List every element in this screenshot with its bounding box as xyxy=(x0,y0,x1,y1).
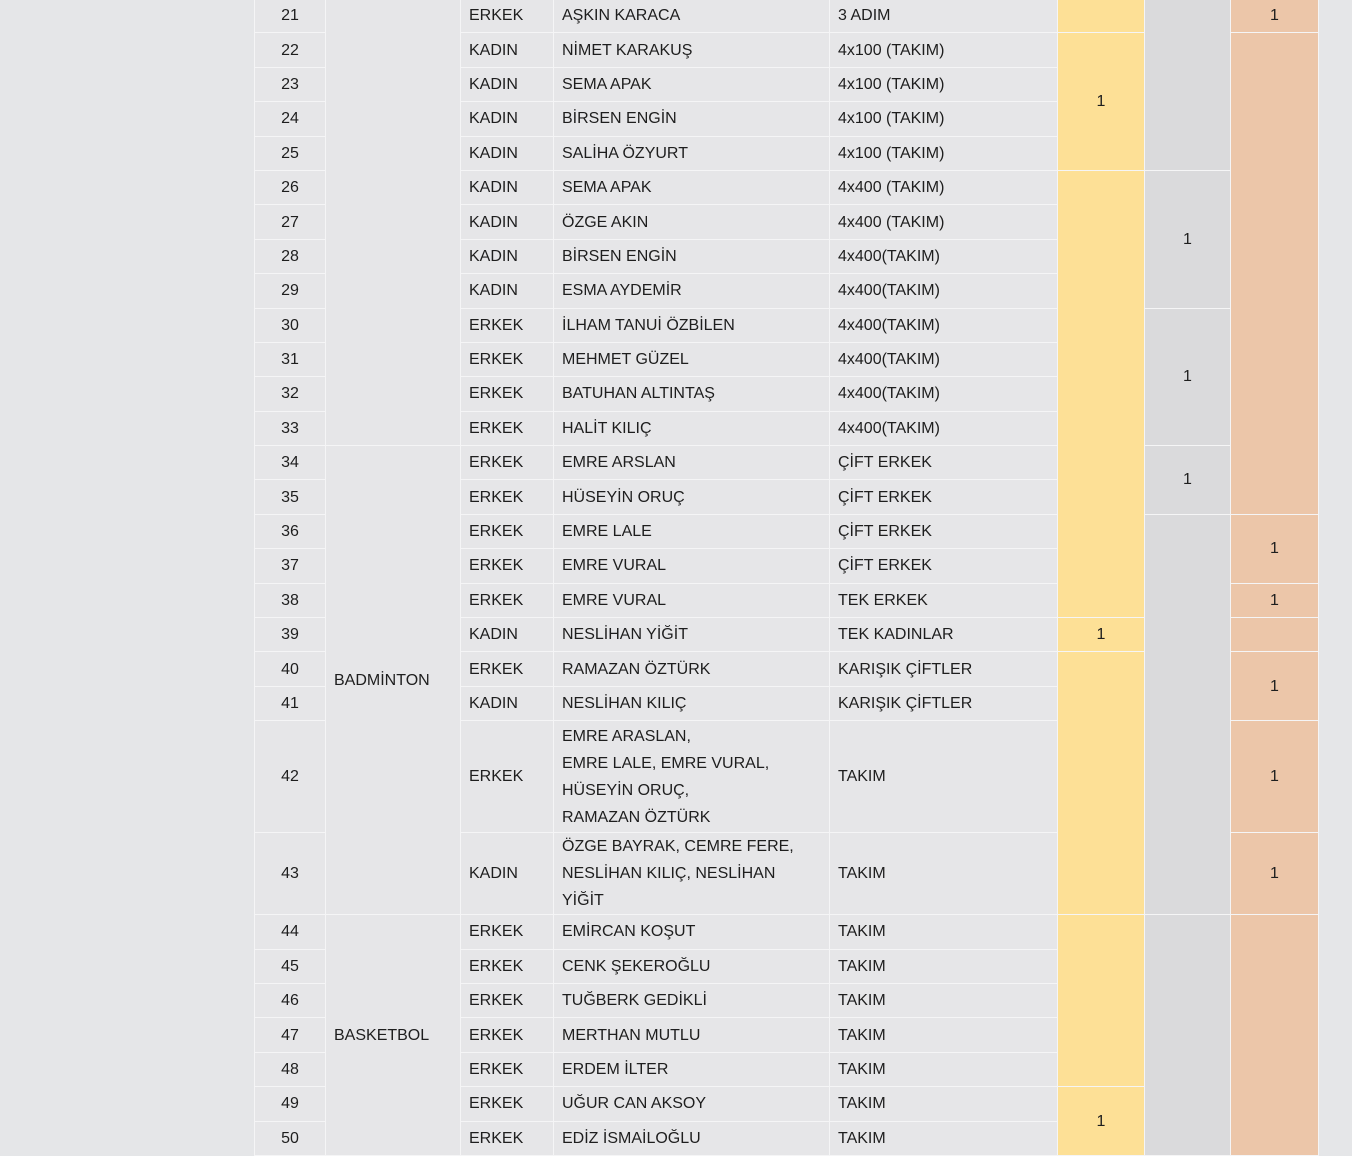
athlete-name-cell xyxy=(554,583,830,617)
event-cell: TAKIM xyxy=(830,833,1058,915)
gender-cell: ERKEK xyxy=(461,446,554,480)
athlete-name-cell xyxy=(554,686,830,720)
row-number: 22 xyxy=(255,33,326,67)
medal-table-body xyxy=(255,0,1319,1155)
row-number: 29 xyxy=(255,274,326,308)
row-number: 39 xyxy=(255,618,326,652)
event-cell: 4x400(TAKIM) xyxy=(830,342,1058,376)
medal-table-container xyxy=(254,0,1319,1156)
event-cell: ÇİFT ERKEK xyxy=(830,446,1058,480)
row-number: 40 xyxy=(255,652,326,686)
athlete-name-line: BATUHAN ALTINTAŞ xyxy=(562,385,715,403)
athlete-name-cell xyxy=(554,205,830,239)
gold-medal-cell xyxy=(1058,170,1145,617)
gender-cell: ERKEK xyxy=(461,342,554,376)
row-number: 24 xyxy=(255,102,326,136)
gender-cell: ERKEK xyxy=(461,583,554,617)
row-number: 30 xyxy=(255,308,326,342)
event-cell: 4x100 (TAKIM) xyxy=(830,136,1058,170)
gender-cell: ERKEK xyxy=(461,915,554,949)
athlete-name-cell xyxy=(554,1052,830,1086)
gender-cell: ERKEK xyxy=(461,949,554,983)
bronze-medal-cell xyxy=(1231,618,1319,652)
athlete-name-line: AŞKIN KARACA xyxy=(562,7,681,25)
athlete-name-line: EMRE VURAL xyxy=(562,591,667,609)
athlete-name-cell xyxy=(554,1121,830,1155)
gender-cell: KADIN xyxy=(461,686,554,720)
row-number: 49 xyxy=(255,1087,326,1121)
athlete-name-cell xyxy=(554,915,830,949)
bronze-medal-cell: 1 xyxy=(1231,652,1319,721)
athlete-name-line: ESMA AYDEMİR xyxy=(562,282,682,300)
row-number: 48 xyxy=(255,1052,326,1086)
row-number: 38 xyxy=(255,583,326,617)
gender-cell: ERKEK xyxy=(461,721,554,833)
gender-cell: KADIN xyxy=(461,239,554,273)
event-cell: TEK KADINLAR xyxy=(830,618,1058,652)
athlete-name-cell xyxy=(554,377,830,411)
gender-cell: ERKEK xyxy=(461,983,554,1017)
athlete-name-cell xyxy=(554,549,830,583)
athlete-name-line: NESLİHAN KILIÇ xyxy=(562,695,687,712)
row-number: 23 xyxy=(255,67,326,101)
gender-cell: ERKEK xyxy=(461,1087,554,1121)
row-number: 25 xyxy=(255,136,326,170)
gold-medal-cell: 1 xyxy=(1058,33,1145,171)
athlete-name-line: NESLİHAN KILIÇ, NESLİHAN YİĞİT xyxy=(562,865,776,910)
row-number: 36 xyxy=(255,514,326,548)
gender-cell: ERKEK xyxy=(461,411,554,445)
athlete-name-cell xyxy=(554,833,830,915)
event-cell: 4x400(TAKIM) xyxy=(830,239,1058,273)
athlete-name-line: EMİRCAN KOŞUT xyxy=(562,923,696,941)
athlete-name-line: SEMA APAK xyxy=(562,179,652,197)
bronze-medal-cell: 1 xyxy=(1231,833,1319,915)
silver-medal-cell xyxy=(1145,0,1231,170)
athlete-name-cell xyxy=(554,239,830,273)
athlete-name-cell xyxy=(554,983,830,1017)
bronze-medal-cell xyxy=(1231,33,1319,514)
row-number: 32 xyxy=(255,377,326,411)
gender-cell: KADIN xyxy=(461,170,554,204)
event-cell: 4x100 (TAKIM) xyxy=(830,67,1058,101)
bronze-medal-cell xyxy=(1231,915,1319,1156)
athlete-name-line: EMRE ARSLAN xyxy=(562,454,676,472)
gender-cell: KADIN xyxy=(461,205,554,239)
gold-medal-cell: 1 xyxy=(1058,1087,1145,1156)
athlete-name-cell xyxy=(554,721,830,833)
gender-cell: ERKEK xyxy=(461,1052,554,1086)
gender-cell: ERKEK xyxy=(461,1121,554,1155)
gender-cell: KADIN xyxy=(461,102,554,136)
athlete-name-line: NİMET KARAKUŞ xyxy=(562,41,693,59)
gender-cell: KADIN xyxy=(461,136,554,170)
athlete-name-line: EMRE ARASLAN, xyxy=(562,727,691,745)
event-cell: 4x100 (TAKIM) xyxy=(830,33,1058,67)
row-number: 28 xyxy=(255,239,326,273)
event-cell: 4x400 (TAKIM) xyxy=(830,205,1058,239)
event-cell: TAKIM xyxy=(830,1121,1058,1155)
athlete-name-line: BİRSEN ENGİN xyxy=(562,110,677,128)
row-number: 21 xyxy=(255,0,326,33)
gender-cell: KADIN xyxy=(461,33,554,67)
row-number: 43 xyxy=(255,833,326,915)
athlete-name-cell xyxy=(554,274,830,308)
athlete-name-cell xyxy=(554,1018,830,1052)
athlete-name-cell xyxy=(554,170,830,204)
athlete-name-cell xyxy=(554,652,830,686)
gender-cell: ERKEK xyxy=(461,1018,554,1052)
event-cell: ÇİFT ERKEK xyxy=(830,549,1058,583)
bronze-medal-cell: 1 xyxy=(1231,583,1319,617)
athlete-name-line: EMRE VURAL xyxy=(562,557,667,575)
row-number: 27 xyxy=(255,205,326,239)
row-number: 44 xyxy=(255,915,326,949)
athlete-name-cell xyxy=(554,411,830,445)
athlete-name-line: UĞUR CAN AKSOY xyxy=(562,1095,707,1113)
event-cell: TAKIM xyxy=(830,721,1058,833)
athlete-name-cell xyxy=(554,1087,830,1121)
event-cell: TAKIM xyxy=(830,949,1058,983)
athlete-name-cell xyxy=(554,33,830,67)
event-cell: TAKIM xyxy=(830,1087,1058,1121)
gender-cell: KADIN xyxy=(461,833,554,915)
row-number: 41 xyxy=(255,686,326,720)
gold-medal-cell: 1 xyxy=(1058,618,1145,652)
athlete-name-line: İLHAM TANUİ ÖZBİLEN xyxy=(562,316,735,334)
athlete-name-line: HÜSEYİN ORUÇ xyxy=(562,488,685,506)
row-number: 47 xyxy=(255,1018,326,1052)
row-number: 26 xyxy=(255,170,326,204)
gender-cell: ERKEK xyxy=(461,0,554,33)
athlete-name-cell xyxy=(554,446,830,480)
event-cell: KARIŞIK ÇİFTLER xyxy=(830,686,1058,720)
event-cell: TAKIM xyxy=(830,915,1058,949)
athlete-name-cell xyxy=(554,0,830,33)
row-number: 37 xyxy=(255,549,326,583)
table-row xyxy=(255,915,1319,949)
event-cell: ÇİFT ERKEK xyxy=(830,480,1058,514)
bronze-medal-cell: 1 xyxy=(1231,0,1319,33)
sport-cell: BADMİNTON xyxy=(326,446,461,915)
sport-cell: BASKETBOL xyxy=(326,915,461,1156)
row-number: 46 xyxy=(255,983,326,1017)
gold-medal-cell xyxy=(1058,652,1145,915)
athlete-name-line: NESLİHAN YİĞİT xyxy=(562,626,688,644)
athlete-name-cell xyxy=(554,102,830,136)
athlete-name-cell xyxy=(554,618,830,652)
row-number: 35 xyxy=(255,480,326,514)
athlete-name-line: EMRE LALE, EMRE VURAL, xyxy=(562,754,770,772)
athlete-name-line: TUĞBERK GEDİKLİ xyxy=(562,992,707,1010)
event-cell: TEK ERKEK xyxy=(830,583,1058,617)
event-cell: KARIŞIK ÇİFTLER xyxy=(830,652,1058,686)
athlete-name-line: MERTHAN MUTLU xyxy=(562,1026,701,1044)
athlete-name-line: MEHMET GÜZEL xyxy=(562,351,689,369)
gender-cell: KADIN xyxy=(461,67,554,101)
athlete-name-line: EDİZ İSMAİLOĞLU xyxy=(562,1129,701,1147)
row-number: 31 xyxy=(255,342,326,376)
event-cell: 4x400(TAKIM) xyxy=(830,308,1058,342)
gender-cell: ERKEK xyxy=(461,514,554,548)
event-cell: 3 ADIM xyxy=(830,0,1058,33)
event-cell: 4x100 (TAKIM) xyxy=(830,102,1058,136)
athlete-name-line: ÖZGE AKIN xyxy=(562,213,649,231)
event-cell: 4x400 (TAKIM) xyxy=(830,170,1058,204)
athlete-name-line: SALİHA ÖZYURT xyxy=(562,144,688,162)
gender-cell: ERKEK xyxy=(461,652,554,686)
event-cell: ÇİFT ERKEK xyxy=(830,514,1058,548)
row-number: 50 xyxy=(255,1121,326,1155)
athlete-name-line: EMRE LALE xyxy=(562,523,652,541)
athlete-name-cell xyxy=(554,514,830,548)
row-number: 42 xyxy=(255,721,326,833)
row-number: 34 xyxy=(255,446,326,480)
athlete-name-line: BİRSEN ENGİN xyxy=(562,247,677,265)
medal-table xyxy=(254,0,1319,1156)
athlete-name-cell xyxy=(554,308,830,342)
athlete-name-line: CENK ŞEKEROĞLU xyxy=(562,957,711,975)
event-cell: TAKIM xyxy=(830,1018,1058,1052)
athlete-name-cell xyxy=(554,67,830,101)
gold-medal-cell xyxy=(1058,915,1145,1087)
athlete-name-cell xyxy=(554,480,830,514)
athlete-name-cell xyxy=(554,342,830,376)
event-cell: 4x400(TAKIM) xyxy=(830,411,1058,445)
athlete-name-line: SEMA APAK xyxy=(562,75,652,93)
athlete-name-line: RAMAZAN ÖZTÜRK xyxy=(562,808,711,826)
silver-medal-cell: 1 xyxy=(1145,308,1231,446)
sport-cell xyxy=(326,0,461,446)
event-cell: TAKIM xyxy=(830,1052,1058,1086)
athlete-name-line: RAMAZAN ÖZTÜRK xyxy=(562,660,711,678)
silver-medal-cell xyxy=(1145,514,1231,914)
table-row xyxy=(255,0,1319,33)
gender-cell: ERKEK xyxy=(461,480,554,514)
gender-cell: ERKEK xyxy=(461,377,554,411)
event-cell: 4x400(TAKIM) xyxy=(830,274,1058,308)
gender-cell: ERKEK xyxy=(461,549,554,583)
gender-cell: KADIN xyxy=(461,618,554,652)
athlete-name-cell xyxy=(554,136,830,170)
row-number: 45 xyxy=(255,949,326,983)
athlete-name-cell xyxy=(554,949,830,983)
row-number: 33 xyxy=(255,411,326,445)
silver-medal-cell: 1 xyxy=(1145,446,1231,515)
silver-medal-cell xyxy=(1145,915,1231,1156)
event-cell: 4x400(TAKIM) xyxy=(830,377,1058,411)
gold-medal-cell xyxy=(1058,0,1145,33)
silver-medal-cell: 1 xyxy=(1145,170,1231,308)
athlete-name-line: ERDEM İLTER xyxy=(562,1060,669,1078)
gender-cell: ERKEK xyxy=(461,308,554,342)
event-cell: TAKIM xyxy=(830,983,1058,1017)
gender-cell: KADIN xyxy=(461,274,554,308)
table-row xyxy=(255,446,1319,480)
athlete-name-line: ÖZGE BAYRAK, CEMRE FERE, xyxy=(562,838,794,856)
athlete-name-line: HÜSEYİN ORUÇ, xyxy=(562,781,690,799)
athlete-name-line: HALİT KILIÇ xyxy=(562,419,652,437)
bronze-medal-cell: 1 xyxy=(1231,514,1319,583)
bronze-medal-cell: 1 xyxy=(1231,721,1319,833)
